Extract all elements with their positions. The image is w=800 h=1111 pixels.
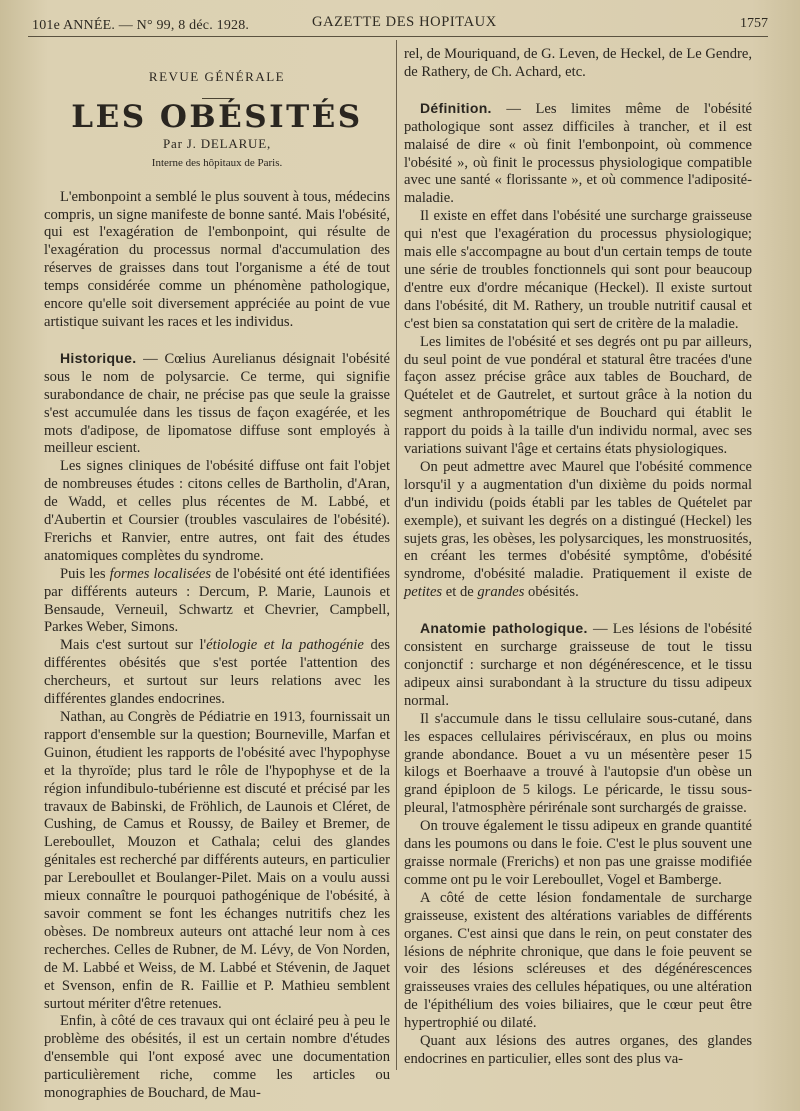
section-heading-definition: Définition. bbox=[420, 99, 492, 116]
historique-paragraph-5: Nathan, au Congrès de Pédiatrie en 1913, fournissait un rapport d'ensemble sur la question; Bourneville, Marfan et Guinon, étudient les rapports de l'obésité avec l'hypophyse et la thyroïde; plus tard le rôle de l'hypophyse et de la région infundibulo-tubérienne est discuté et précisé par les travaux de Babinski, de Fröhlich, de Launois et Cléret, de Cushing, de Camus et Roussy, de Bailey et Bremer, de Lereboullet, Mouzon et Cathala; celui des glandes génitales est recherché par différents auteurs, en particulier par Lereboullet et Boulanger-Pilet. Mais on a voulu aussi mieux connaître le pourquoi pathogénique de l'obésité, à savoir comment se font les échanges nutritifs chez les obèses. De nombreux auteurs ont attaché leur nom à ces recherches. Celles de Rubner, de M. Lévy, de Von Norden, de M. Labbé et Weiss, de M. Labbé et Stévenin, de Jaquet et Svenson, enfin de R. Faillie et P. Mathieu semblent surtout mériter d'être retenues. bbox=[44, 709, 390, 1012]
section-heading-anatomie: Anatomie pathologique. bbox=[420, 620, 588, 637]
spacer bbox=[44, 332, 390, 350]
definition-paragraph-2: Il existe en effet dans l'obésité une surcharge graisseuse qui n'est que l'exagération du processus physiologique; mais elle s'accompagne au bout d'un certain temps de toute une série de troubles fonctionnels qui sont pour beaucoup d'entre eux d'ordre mécanique (Heckel). Il existe surtout dans l'obésité, dit M. Rathery, un trouble nutritif causal et c'est bien sa constatation qui sert de critère de la maladie. bbox=[404, 208, 752, 332]
header-rule bbox=[28, 36, 768, 37]
journal-name: GAZETTE DES HOPITAUX bbox=[312, 14, 497, 30]
historique-paragraph-6: Enfin, à côté de ces travaux qui ont éclairé peu à peu le problème des obésités, il est un certain nombre d'études d'ensemble qui l'ont exposé avec une documentation particulièrement riche, comme les articles ou monographies de Bouchard, de Mau- bbox=[44, 1013, 390, 1102]
historique-paragraph-1: Historique. — Cœlius Aurelianus désignait l'obésité sous le nom de polysarcie. Ce terme, qui signifie surabondance de chair, ne précise pas que seule la graisse s'est accumulée dans les tissus de façon exagérée, et les mots d'adipose, de lipomatose diffuse sont employés à meilleur escient. bbox=[44, 349, 390, 457]
historique-paragraph-2: Les signes cliniques de l'obésité diffuse ont fait l'objet de nombreuses études : citons celles de Bartholin, d'Aran, de Wadd, et celles plus récentes de M. Labbé, et d'Aubertin et Coursier (troubles vasculaires de l'obésité). Frerichs et Ranvier, entre autres, ont fait des études anatomiques complètes du syndrome. bbox=[44, 458, 390, 564]
historique-paragraph-4: Mais c'est surtout sur l'étiologie et la pathogénie des différentes obésités que s'est portée l'attention des chercheurs, et surtout sur leurs relations avec les différentes glandes endocrines. bbox=[44, 637, 390, 708]
page-number: 1757 bbox=[740, 16, 768, 31]
article-title: LES OBÉSITÉS bbox=[71, 98, 363, 135]
intro-paragraph: L'embonpoint a semblé le plus souvent à tous, médecins compris, un signe manifeste de bonne santé. Mais l'obésité, qui est l'exagération de l'embonpoint, qui résulte de l'exagération du processus normal d'accumulation des réserves de graisses dans tout l'organisme a été de tout temps considérée comme un phénomène pathologique, encore qu'elle soit diversement appréciée au point de vue artistique suivant les races et les individus. bbox=[44, 188, 390, 330]
continued-paragraph: rel, de Mouriquand, de G. Leven, de Heckel, de Le Gendre, de Rathery, de Ch. Achard, etc. bbox=[404, 46, 752, 80]
definition-paragraph-3: Les limites de l'obésité et ses degrés ont pu par ailleurs, du seul point de vue pondéral et statural être tracées d'une façon assez précise grâce aux tables de Bouchard, de Quételet et de Gautrelet, et surtout grâce à la notion du segment anthropométrique de Bouchard qui établit le rapport du poids à la taille d'un individu normal, avec ses variations suivant l'âge et certains états physiologiques. bbox=[404, 333, 752, 458]
author-byline: Par J. DELARUE, bbox=[162, 135, 272, 151]
anatomie-paragraph-5: Quant aux lésions des autres organes, des glandes endocrines en particulier, elles sont des plus va- bbox=[404, 1033, 752, 1067]
right-column bbox=[404, 46, 752, 1069]
section-heading-historique: Historique. bbox=[60, 349, 137, 366]
definition-paragraph-1: Définition. — Les limites même de l'obésité pathologique sont assez difficiles à trancher, et il est malaisé de dire « où finit l'embonpoint, où commence l'obésité », où finit le processus physiologique compatible avec une santé « florissante », et où commence l'adiposité-maladie. bbox=[404, 99, 752, 207]
section-kicker: REVUE GÉNÉRALE bbox=[148, 69, 286, 84]
spacer bbox=[404, 602, 752, 620]
issue-info: 101e ANNÉE. — N° 99, 8 déc. 1928. bbox=[32, 18, 250, 33]
anatomie-paragraph-1: Anatomie pathologique. — Les lésions de l'obésité consistent en surcharge graisseuse de tout le tissu conjonctif : surcharge et non dégénérescence, et le tissu adipeux ainsi surabondant à la structure du tissu adipeux normal. bbox=[404, 620, 752, 709]
left-column bbox=[44, 52, 390, 1103]
column-divider bbox=[396, 40, 397, 1070]
author-affiliation: Interne des hôpitaux de Paris. bbox=[151, 156, 283, 169]
anatomie-paragraph-3: On trouve également le tissu adipeux en grande quantité dans les poumons ou dans le foie. C'est le plus souvent une graisse normale (Frerichs) et non pas une graisse modifiée comme ont pu le voir Lereboullet, Vogel et Bamberge. bbox=[404, 818, 752, 888]
historique-paragraph-3: Puis les formes localisées de l'obésité ont été identifiées par différents auteurs : Dercum, P. Marie, Launois et Bensaude, Verneuil, Schwartz et Chevrier, Campbell, Parkes Weber, Simons. bbox=[44, 565, 390, 636]
anatomie-paragraph-4: A côté de cette lésion fondamentale de surcharge graisseuse, existent des altérations variables de différents organes. C'est ainsi que dans le rein, on peut constater des lésions de néphrite chronique, que dans le foie peuvent se voir des lésions scléreuses et des dégénérescences graisseuses vraies des cellules hépatiques, ou une altération de l'épithélium des voies biliaires, que le cœur peut être hypertrophié ou dilaté. bbox=[404, 889, 752, 1032]
spacer bbox=[404, 82, 752, 100]
definition-paragraph-4: On peut admettre avec Maurel que l'obésité commence lorsqu'il y a augmentation d'un dixième du poids normal d'un individu (poids établi par les tables de Quételet par exemple), et suivant les degrés on a distingué (Heckel) les sujets gras, les obèses, les polysarciques, les monstruosités, en créant les termes d'obésité symptôme, d'obésité syndrome, d'obésité maladie. Pratiquement il existe de petites et de grandes obésités. bbox=[404, 458, 752, 601]
anatomie-paragraph-2: Il s'accumule dans le tissu cellulaire sous-cutané, dans les espaces cellulaires périviscéraux, en plus ou moins grande abondance. Bouet a vu un mésentère peser 15 kilogs et Boerhaave a trouvé à l'autopsie d'un obèse un grand épiploon de 5 kilogs. Le péricarde, le tissu sous-pleural, l'atmosphère périrénale sont surchargés de graisse. bbox=[404, 710, 752, 817]
